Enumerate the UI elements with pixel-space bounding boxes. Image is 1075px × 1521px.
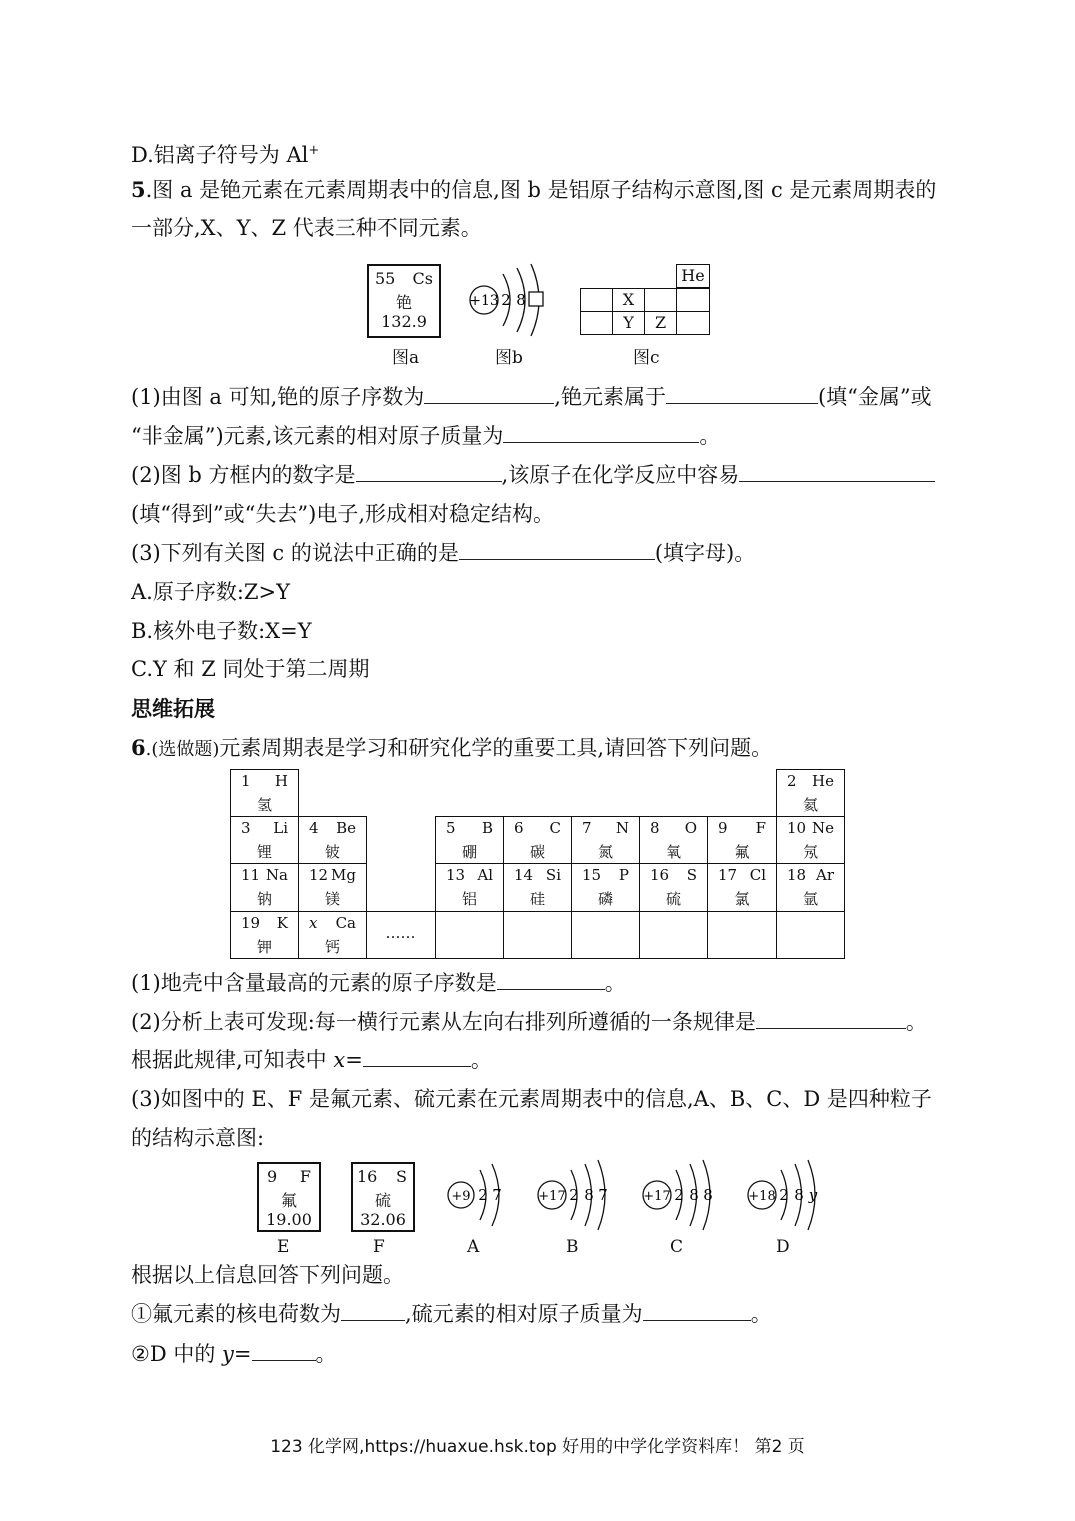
pt-cell: 4 Be 铍 [298, 816, 367, 864]
fig-c-cell [580, 288, 613, 312]
pt-cell: 18 Ar 氩 [776, 863, 845, 912]
pt-cell: 19 K 钾 [230, 911, 299, 959]
pt-cell-empty [776, 911, 845, 959]
svg-text:y: y [808, 1186, 818, 1204]
pt-cell: 14 Si 硅 [503, 863, 572, 912]
svg-text:+18: +18 [748, 1189, 776, 1204]
fig-c-x-cell: X [612, 288, 645, 312]
answer-blank[interactable] [363, 1046, 471, 1067]
atom-diagram-a [444, 1160, 514, 1230]
q6-part3-line-2: 的结构示意图: [131, 1126, 265, 1150]
option-a: A.原子序数:Z>Y [131, 580, 290, 604]
pt-cell: 6 C 碳 [503, 816, 572, 864]
element-card-f: 16 S 硫 32.06 [351, 1162, 415, 1232]
svg-text:2: 2 [779, 1186, 789, 1204]
q6-instruction: 根据以上信息回答下列问题。 [131, 1263, 404, 1287]
fig-b-blank-box [529, 292, 543, 306]
svg-text:8: 8 [584, 1186, 594, 1204]
answer-blank[interactable] [503, 422, 699, 443]
caption-e: E [277, 1237, 290, 1257]
answer-blank[interactable] [356, 461, 502, 482]
answer-blank[interactable] [666, 383, 818, 404]
q6-part1-line: (1)地壳中含量最高的元素的原子序数是 。 [131, 971, 626, 995]
q6-sub2-line: ②D 中的 y= 。 [131, 1342, 337, 1366]
q6-sub1-line: ①氟元素的核电荷数为 ,硫元素的相对原子质量为 。 [131, 1302, 772, 1326]
fig-c-caption: 图c [633, 348, 660, 368]
pt-cell: 8 O 氧 [639, 816, 708, 864]
pt-cell: 11 Na 钠 [230, 863, 299, 912]
pt-cell: 3 Li 锂 [230, 816, 299, 864]
q5-part2-line-2: (填“得到”或“失去”)电子,形成相对稳定结构。 [131, 502, 555, 526]
fig-c-cell [676, 311, 710, 335]
pt-cell: 2 He 氦 [776, 769, 845, 817]
q6-part2-line: (2)分析上表可发现:每一横行元素从左向右排列所遵循的一条规律是 。 [131, 1010, 927, 1034]
caption-d: D [776, 1237, 790, 1257]
element-card-e: 9 F 氟 19.00 [257, 1162, 321, 1232]
svg-text:2: 2 [478, 1186, 488, 1204]
pt-cell-empty [503, 911, 572, 959]
fig-c-cell [580, 311, 613, 335]
pt-cell: x Ca 钙 [298, 911, 367, 959]
section-heading: 思维拓展 [131, 696, 215, 721]
q6-part3-line: (3)如图中的 E、F 是氟元素、硫元素在元素周期表中的信息,A、B、C、D 是四种粒子 [131, 1087, 932, 1111]
fig-c-cell [644, 288, 677, 312]
atom-diagram-c [640, 1158, 720, 1232]
answer-blank[interactable] [459, 539, 655, 560]
pt-cell: 17 Cl 氯 [707, 863, 777, 912]
pt-cell: 12 Mg 镁 [298, 863, 367, 912]
answer-blank[interactable] [252, 1340, 316, 1361]
atom-diagram-b [535, 1158, 615, 1232]
pt-cell-empty [639, 911, 708, 959]
pt-cell: 7 N 氮 [571, 816, 640, 864]
pt-cell: 5 B 硼 [435, 816, 504, 864]
option-b: B.核外电子数:X=Y [131, 619, 312, 643]
pt-cell: 10 Ne 氖 [776, 816, 845, 864]
pt-cell: 13 Al 铝 [435, 863, 504, 912]
pt-cell: 15 P 磷 [571, 863, 640, 912]
answer-blank[interactable] [643, 1300, 751, 1321]
caption-b: B [566, 1237, 579, 1257]
pt-cell-empty [435, 911, 504, 959]
fig-c-z-cell: Z [644, 311, 677, 335]
answer-blank[interactable] [424, 383, 554, 404]
fig-c-he-cell: He [676, 264, 710, 288]
answer-blank[interactable] [497, 969, 605, 990]
page-footer: 123 化学网,https://huaxue.hsk.top 好用的中学化学资料库！ 第2 页 [270, 1437, 805, 1457]
fig-a-caption: 图a [392, 348, 420, 368]
fig-b-atom-diagram [465, 262, 555, 338]
q5-part1-line-2: “非金属”)元素,该元素的相对原子质量为 。 [131, 424, 721, 448]
svg-text:2: 2 [674, 1186, 684, 1204]
svg-text:7: 7 [598, 1186, 608, 1204]
svg-text:7: 7 [492, 1186, 502, 1204]
atom-diagram-d [745, 1158, 825, 1232]
q5-part3-line: (3)下列有关图 c 的说法中正确的是 (填字母)。 [131, 541, 756, 565]
caption-c: C [670, 1237, 684, 1257]
fig-c-cell [676, 288, 710, 312]
option-c: C.Y 和 Z 同处于第二周期 [131, 657, 370, 681]
q5-stem-line-2: 一部分,X、Y、Z 代表三种不同元素。 [131, 216, 482, 240]
fig-b-caption: 图b [495, 348, 523, 368]
svg-text:8: 8 [703, 1186, 713, 1204]
svg-text:+17: +17 [643, 1189, 671, 1204]
svg-text:2: 2 [501, 291, 511, 309]
q5-part1-line: (1)由图 a 可知,铯的原子序数为 ,铯元素属于 (填“金属”或 [131, 385, 932, 409]
svg-text:+9: +9 [451, 1189, 471, 1204]
q6-stem-line: 6.(选做题)元素周期表是学习和研究化学的重要工具,请回答下列问题。 [131, 735, 773, 760]
pt-cell-ellipsis: …… [366, 911, 436, 959]
pt-cell: 16 S 硫 [639, 863, 708, 912]
q5-part2-line: (2)图 b 方框内的数字是 ,该原子在化学反应中容易 [131, 461, 935, 489]
pt-cell: 9 F 氟 [707, 816, 777, 864]
svg-text:+13: +13 [469, 293, 499, 309]
answer-blank[interactable] [756, 1008, 906, 1029]
svg-text:+17: +17 [538, 1189, 566, 1204]
answer-blank[interactable] [739, 461, 935, 482]
caption-f: F [373, 1237, 385, 1257]
answer-blank[interactable] [341, 1300, 405, 1321]
q6-part2-line-2: 根据此规律,可知表中 x= 。 [131, 1048, 492, 1072]
pt-cell-empty [571, 911, 640, 959]
pt-cell-empty [707, 911, 777, 959]
svg-text:8: 8 [516, 291, 526, 309]
caption-a: A [467, 1237, 480, 1257]
svg-text:2: 2 [569, 1186, 579, 1204]
q5-stem-line-1: 5.图 a 是铯元素在元素周期表中的信息,图 b 是铝原子结构示意图,图 c 是元素周期表的 [131, 177, 937, 202]
fig-a-element-card: 55 Cs 铯 132.9 [367, 264, 441, 338]
pt-cell: 1 H 氢 [230, 769, 299, 817]
svg-text:8: 8 [689, 1186, 699, 1204]
fig-c-y-cell: Y [612, 311, 645, 335]
option-d-line: D.铝离子符号为 Al+ [131, 143, 320, 167]
svg-text:8: 8 [794, 1186, 804, 1204]
